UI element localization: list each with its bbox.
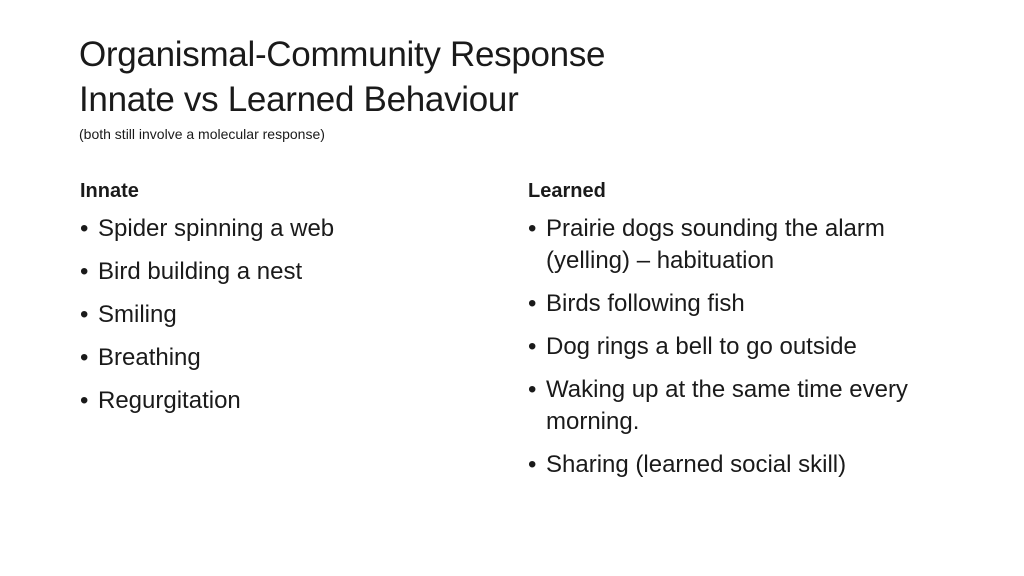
bullet-icon: • [528, 376, 537, 403]
list-item-text: Dog rings a bell to go outside [546, 333, 857, 360]
list-item [528, 213, 958, 277]
bullet-icon: • [80, 387, 89, 414]
learned-list [528, 213, 958, 481]
list-item-text: Prairie dogs sounding the alarm (yelling) – habituation [546, 215, 885, 274]
bullet-icon: • [528, 333, 537, 360]
list-item [80, 342, 500, 374]
innate-heading: Innate [80, 180, 139, 202]
list-item [80, 256, 500, 288]
list-item [528, 374, 958, 438]
list-item [528, 449, 958, 481]
list-item [80, 213, 500, 245]
page-title-line-1: Organismal-Community Response [79, 35, 606, 74]
list-item-text: Sharing (learned social skill) [546, 451, 847, 478]
list-item-text: Breathing [98, 344, 201, 371]
bullet-icon: • [528, 215, 537, 242]
innate-list [80, 213, 500, 417]
bullet-icon: • [80, 258, 89, 285]
list-item [528, 331, 958, 363]
innate-column [80, 178, 500, 428]
page-subtitle: (both still involve a molecular response) [79, 126, 325, 142]
list-item-text: Bird building a nest [98, 258, 303, 285]
bullet-icon: • [528, 451, 537, 478]
learned-column [528, 178, 958, 492]
list-item-text: Birds following fish [546, 290, 745, 317]
bullet-icon: • [528, 290, 537, 317]
list-item-text: Regurgitation [98, 387, 241, 414]
list-item-text: Smiling [98, 301, 177, 328]
list-item-text: Spider spinning a web [98, 215, 335, 242]
bullet-icon: • [80, 215, 89, 242]
list-item-text: Waking up at the same time every morning. [546, 376, 908, 435]
bullet-icon: • [80, 301, 89, 328]
bullet-icon: • [80, 344, 89, 371]
list-item [528, 288, 958, 320]
title-block [79, 32, 959, 144]
learned-heading: Learned [528, 180, 606, 202]
page-title-line-2: Innate vs Learned Behaviour [79, 80, 519, 119]
list-item [80, 299, 500, 331]
list-item [80, 385, 500, 417]
